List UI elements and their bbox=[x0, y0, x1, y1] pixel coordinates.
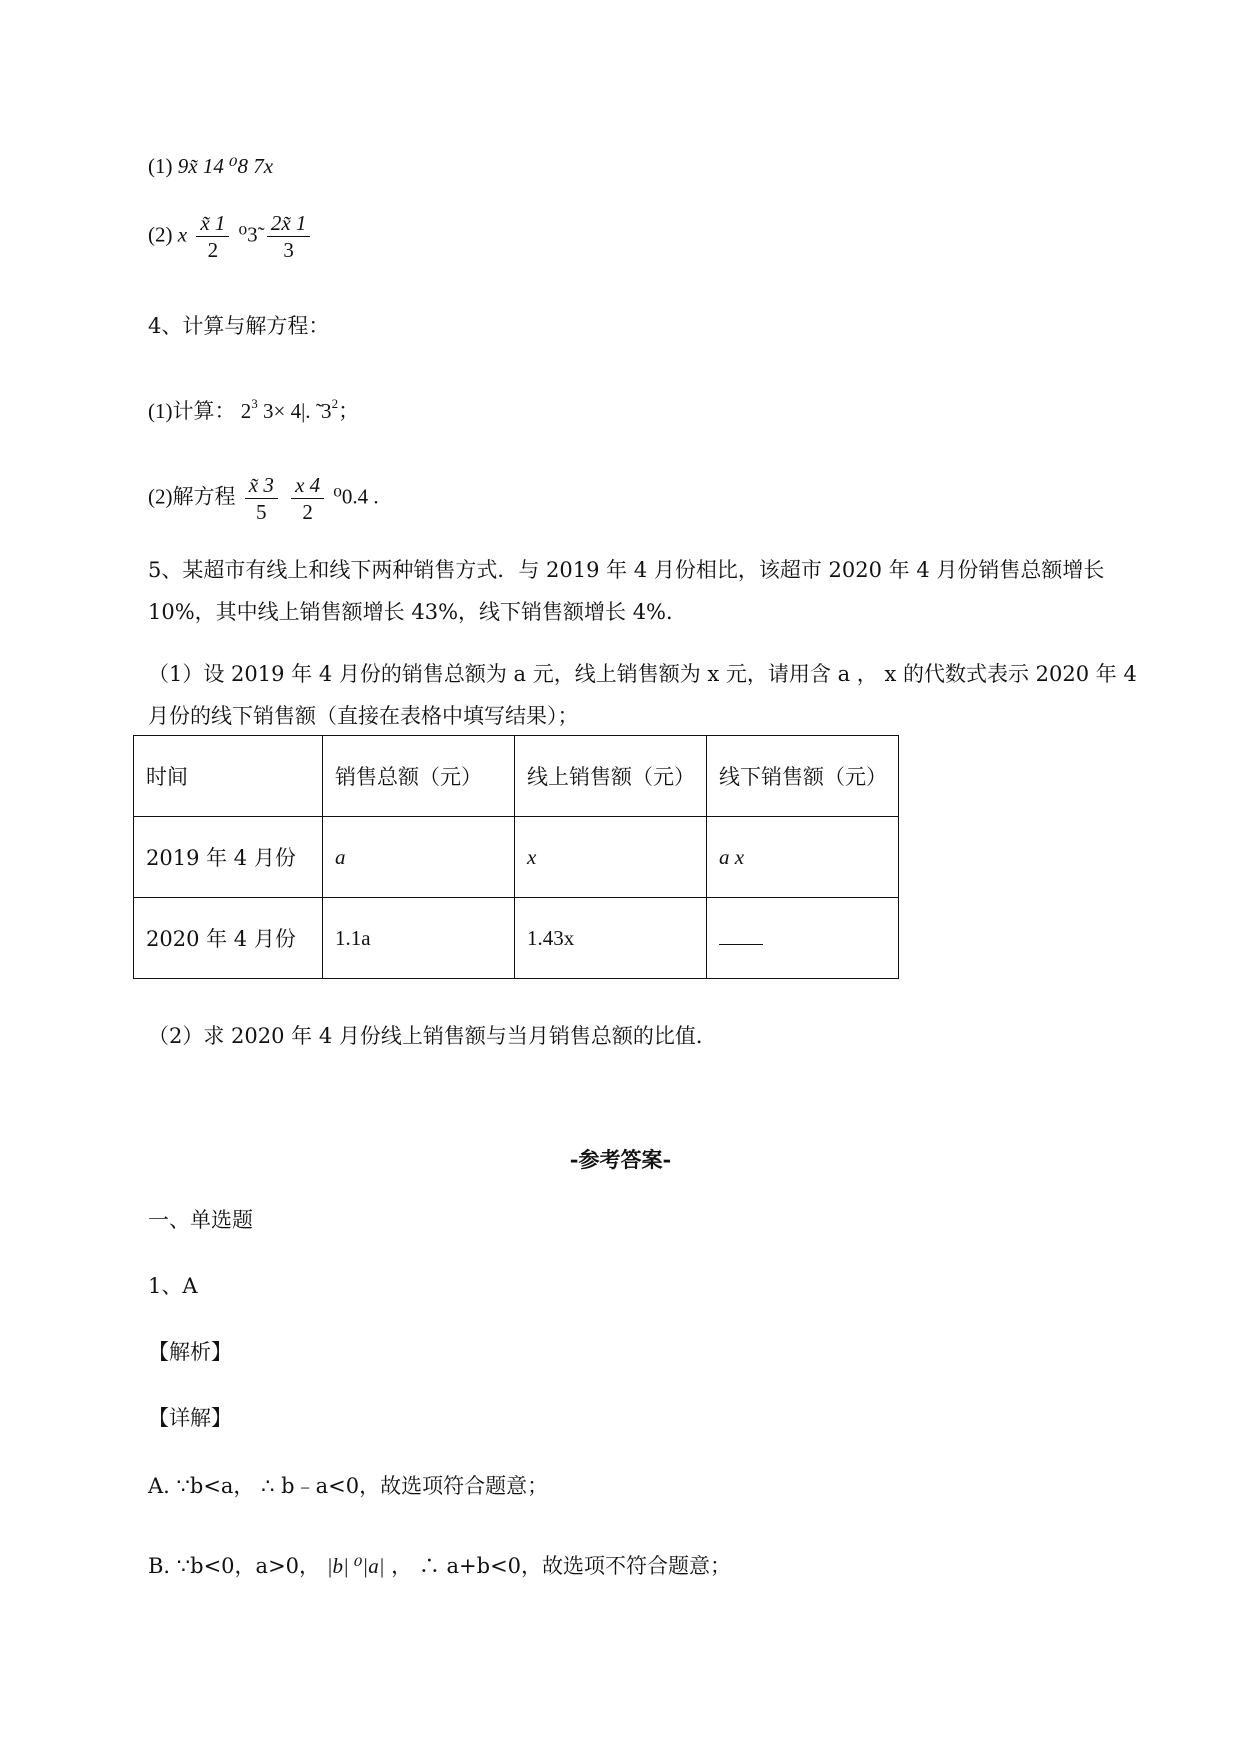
q4-p2-end: ⁰0.4 . bbox=[333, 484, 379, 509]
table-header-cell: 销售总额（元） bbox=[323, 736, 515, 817]
question-5-line-1: 5、某超市有线上和线下两种销售方式．与 2019 年 4 月份相比，该超市 2020 年 4 月份销售总额增长 bbox=[148, 558, 1105, 582]
q4-p1-sup-b: 2 bbox=[331, 396, 339, 411]
fraction-numerator: x̃ 1 bbox=[196, 210, 229, 237]
analysis-label: 【解析】 bbox=[148, 1340, 232, 1364]
fraction-denominator: 3 bbox=[283, 238, 294, 262]
answer-1: 1、A bbox=[148, 1274, 198, 1298]
equation-1-label: (1) bbox=[148, 154, 173, 178]
table-cell-blank bbox=[707, 898, 899, 979]
table-cell: 2019 年 4 月份 bbox=[134, 817, 323, 898]
q4-p1-sup-a: 3 bbox=[251, 396, 258, 411]
table-header-cell: 时间 bbox=[134, 736, 323, 817]
equation-1 bbox=[148, 152, 273, 180]
table-cell: 1.1a bbox=[323, 898, 515, 979]
q4-p1-expr-a: 2 bbox=[240, 399, 252, 423]
q4-fraction-1 bbox=[245, 472, 278, 525]
question-5-part-1-line-1: （1）设 2019 年 4 月份的销售总额为 a 元，线上销售额为 x 元，请用含 a ， x 的代数式表示 2020 年 4 bbox=[148, 662, 1137, 686]
option-b-abs: |b| ⁰|a| bbox=[326, 1554, 385, 1578]
table-cell: 2020 年 4 月份 bbox=[134, 898, 323, 979]
q4-p1-label: (1)计算： bbox=[148, 399, 236, 423]
table-cell: 1.43x bbox=[515, 898, 707, 979]
table-row bbox=[134, 817, 899, 898]
question-4-title: 4、计算与解方程： bbox=[148, 314, 330, 338]
question-5-part-1-line-2: 月份的线下销售额（直接在表格中填写结果）； bbox=[148, 704, 579, 728]
fraction-denominator: 5 bbox=[256, 500, 267, 524]
equation-2-mid: ⁰3̃ bbox=[238, 222, 258, 247]
detail-label: 【详解】 bbox=[148, 1406, 232, 1430]
table-header-cell: 线下销售额（元） bbox=[707, 736, 899, 817]
question-5-part-2: （2）求 2020 年 4 月份线上销售额与当月销售总额的比值． bbox=[148, 1024, 717, 1048]
fraction-denominator: 2 bbox=[207, 238, 219, 262]
table-row bbox=[134, 898, 899, 979]
equation-2-var: x bbox=[177, 222, 188, 247]
table-header-cell: 线上销售额（元） bbox=[515, 736, 707, 817]
table-cell: a x bbox=[707, 817, 899, 898]
q4-p1-expr-b: 3× 4|. ̃ 3 bbox=[263, 399, 332, 423]
q4-fraction-2 bbox=[291, 472, 324, 525]
answer-blank bbox=[719, 926, 763, 945]
table-cell: a bbox=[323, 817, 515, 898]
fraction-numerator: x 4 bbox=[291, 472, 324, 499]
q4-p1-end: ； bbox=[338, 399, 360, 423]
equation-2-fraction-1 bbox=[196, 210, 229, 263]
equation-1-expr: 9x̃ 14 ⁰8 7x bbox=[177, 154, 274, 178]
equation-2 bbox=[148, 210, 314, 263]
q4-p2-label: (2)解方程 bbox=[148, 484, 236, 509]
option-b-pre: B. ∵b<0，a>0， bbox=[148, 1554, 321, 1578]
table-cell: x bbox=[515, 817, 707, 898]
option-b-explanation bbox=[148, 1552, 731, 1580]
equation-2-fraction-2 bbox=[267, 210, 311, 263]
question-5-line-2: 10%，其中线上销售额增长 43%，线下销售额增长 4%． bbox=[148, 600, 688, 624]
fraction-numerator: x̃ 3 bbox=[245, 472, 278, 499]
option-b-post: ， ∴ a+b<0，故选项不符合题意； bbox=[391, 1554, 732, 1578]
table-header-row bbox=[134, 736, 899, 817]
sales-table bbox=[133, 735, 899, 979]
question-4-part-2 bbox=[148, 472, 379, 525]
answers-section: 一、单选题 bbox=[148, 1208, 253, 1232]
equation-2-label: (2) bbox=[148, 222, 173, 247]
question-4-part-1 bbox=[148, 390, 359, 425]
option-a-explanation: A. ∵b<a， ∴ b﹣a<0，故选项符合题意； bbox=[148, 1474, 549, 1498]
answers-heading: -参考答案- bbox=[569, 1147, 672, 1172]
fraction-numerator: 2x̃ 1 bbox=[267, 210, 311, 237]
fraction-denominator: 2 bbox=[302, 500, 313, 524]
